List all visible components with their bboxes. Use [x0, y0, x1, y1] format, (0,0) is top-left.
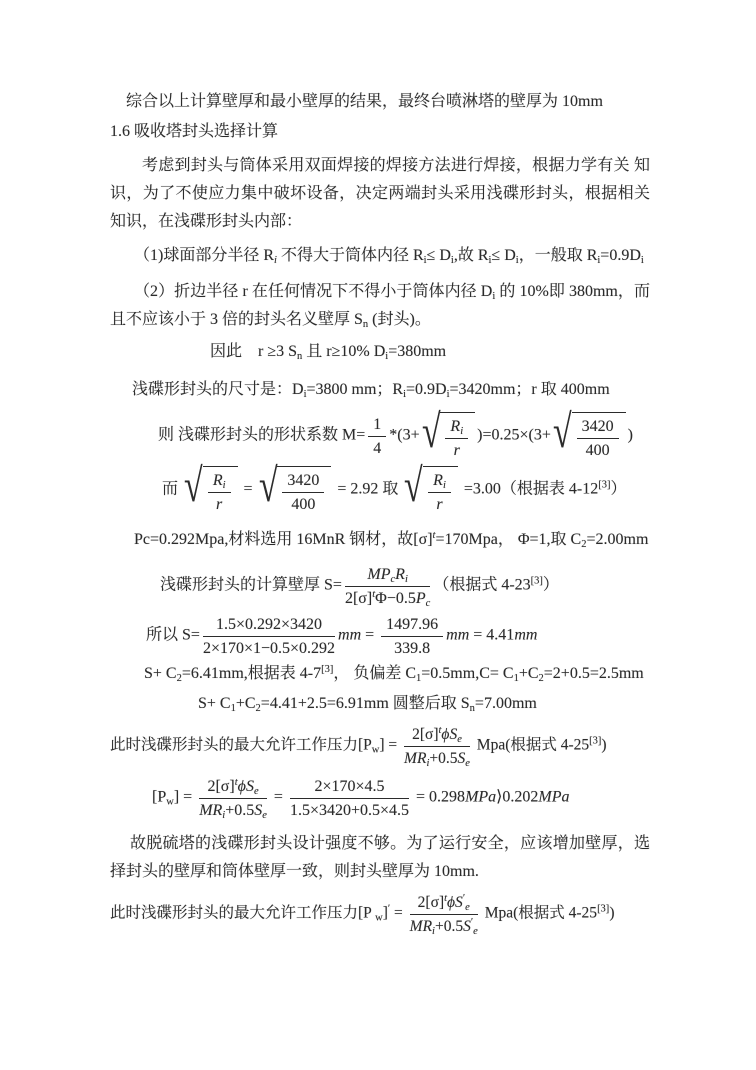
denominator — [290, 799, 409, 820]
square-root — [552, 406, 626, 460]
fraction — [345, 564, 430, 608]
text-run: 故脱硫塔的浅碟形封头设计强度不够。为了运行安全，应该增加壁厚，选择封头的壁厚和筒体壁厚一致，则封头壁厚为 10mm. — [110, 835, 650, 880]
text-run: 1.5×0.292×3420 — [215, 616, 322, 633]
text-run: +C — [235, 695, 256, 712]
denominator — [404, 747, 470, 768]
text-run: 且 r≥10% D — [302, 343, 386, 360]
radical-sign: √ — [184, 460, 203, 512]
text-run: )=0.25×(3+ — [477, 426, 551, 444]
subscript: 1 — [230, 703, 236, 714]
denominator — [445, 439, 468, 460]
line-rounded-thickness — [110, 690, 650, 718]
superscript: ′ — [470, 917, 474, 928]
heading-section-1-6 — [110, 118, 650, 146]
text-run: R — [395, 566, 405, 583]
subscript: e — [465, 902, 470, 913]
text-run: MPa — [465, 788, 497, 806]
text-run: MP — [367, 566, 391, 583]
subscript: n — [297, 351, 303, 362]
fraction — [577, 416, 619, 460]
text-run: 4 — [373, 440, 382, 457]
subscript: e — [473, 926, 478, 937]
text-run: 2×170×1−0.5×0.292 — [202, 640, 336, 657]
formula-max-pressure-new — [110, 892, 650, 936]
text-run: =380mm — [388, 343, 447, 360]
subscript: i — [426, 758, 430, 769]
superscript: [3] — [321, 664, 334, 675]
subscript: i — [640, 255, 644, 266]
text-run: （根据式 4-23 — [433, 576, 531, 594]
text-run: S — [254, 802, 263, 819]
radicand — [423, 466, 458, 514]
text-run: 此时浅碟形封头的最大允许工作压力[P — [110, 736, 372, 754]
superscript: [3] — [597, 903, 610, 915]
text-run: +C — [518, 665, 539, 682]
text-run: =0.9D — [406, 381, 447, 398]
numerator — [577, 416, 619, 439]
text-run: 而 — [162, 480, 183, 498]
text-run: +0.5 — [434, 918, 464, 935]
text-run: =3420mm；r 取 400mm — [449, 381, 610, 398]
square-root — [184, 460, 238, 514]
square-root — [258, 460, 332, 514]
denominator — [199, 799, 267, 820]
text-run: =6.41mm,根据表 4-7 — [181, 665, 322, 682]
text-run: 所以 S= — [146, 626, 200, 644]
subscript: w — [166, 796, 174, 808]
text-run: =0.5mm,C= C — [421, 665, 514, 682]
superscript: [3] — [598, 479, 611, 491]
text-run: [P — [152, 788, 167, 806]
para-increase-thickness — [110, 830, 650, 886]
numerator — [199, 776, 267, 799]
numerator — [345, 564, 430, 587]
subscript: i — [488, 255, 492, 266]
subscript: c — [390, 574, 396, 585]
para-shell-conclusion — [110, 88, 650, 116]
text-run: 2[σ] — [412, 726, 439, 743]
text-run: ] = — [379, 736, 402, 754]
square-root — [421, 406, 476, 460]
superscript: ′ — [462, 893, 466, 904]
text-run: = — [390, 904, 407, 922]
subscript: i — [385, 351, 389, 362]
text-run: =7.00mm — [474, 695, 537, 712]
text-run: 1.6 吸收塔封头选择计算 — [110, 123, 279, 140]
subscript: i — [303, 389, 307, 400]
formula-calc-thickness — [110, 564, 650, 608]
text-run: 2[σ] — [417, 894, 445, 911]
text-run: （1)球面部分半径 R — [134, 247, 275, 264]
subscript: i — [222, 480, 226, 491]
text-run: =4.41+2.5=6.91mm 圆整后取 S — [260, 695, 470, 712]
subscript: i — [492, 291, 496, 302]
numerator — [410, 892, 478, 915]
numerator — [282, 470, 324, 493]
text-run: Mpa(根据式 4-25 — [480, 904, 598, 922]
text-run: 339.8 — [394, 640, 431, 657]
fraction — [404, 724, 470, 768]
text-run: 则 浅碟形封头的形状系数 M= — [158, 426, 366, 444]
subscript: e — [465, 758, 470, 769]
fraction — [381, 614, 443, 658]
superscript: t — [438, 725, 442, 736]
text-run: =2.00mm — [586, 531, 649, 548]
text-run: 400 — [291, 496, 316, 513]
numerator — [404, 724, 470, 747]
text-run: = — [269, 788, 287, 806]
text-run: ϕS — [447, 894, 463, 911]
text-run: R — [212, 472, 223, 489]
subscript: e — [262, 810, 267, 821]
text-run: 1497.96 — [386, 616, 439, 633]
text-run: ϕS — [237, 778, 254, 795]
subscript: 2 — [255, 703, 261, 714]
radicand — [440, 412, 475, 460]
text-run: =2+0.5=2.5mm — [543, 665, 644, 682]
text-run: 的 10%即 380mm，而且不应该小于 3 倍的封头名义壁厚 S — [110, 283, 650, 328]
subscript: i — [403, 389, 406, 400]
text-run: 3420 — [287, 472, 320, 489]
text-run: P — [415, 590, 426, 607]
fraction — [290, 776, 409, 820]
radical-sign: √ — [404, 460, 423, 512]
text-run: MR — [409, 918, 433, 935]
text-run: 1.5×3420+0.5×4.5 — [289, 802, 410, 819]
text-run: 2×170×4.5 — [314, 778, 385, 795]
denominator — [410, 915, 478, 936]
text-run: 因此 r ≥3 S — [210, 343, 298, 360]
radicand — [572, 412, 626, 460]
numerator — [445, 416, 468, 439]
text-run: R — [450, 418, 461, 435]
line-material-params — [110, 526, 650, 554]
subscript: 2 — [176, 673, 182, 684]
text-run: 此时浅碟形封头的最大允许工作压力[P — [110, 904, 376, 922]
denominator — [345, 587, 430, 608]
subscript: w — [375, 912, 383, 924]
text-run: ] = — [173, 788, 197, 806]
text-run: *(3+ — [389, 426, 420, 444]
subscript: i — [460, 426, 464, 437]
numerator — [203, 614, 335, 637]
text-run: ） — [542, 576, 559, 594]
denominator — [208, 493, 231, 514]
subscript: i — [404, 574, 408, 585]
subscript: 2 — [581, 539, 587, 550]
numerator — [208, 470, 231, 493]
fraction — [203, 614, 335, 658]
subscript: w — [371, 744, 380, 756]
subscript: 2 — [538, 673, 544, 684]
denominator — [203, 637, 335, 658]
subscript: n — [362, 319, 369, 330]
text-run: MR — [404, 750, 427, 767]
item-1-sphere-radius — [110, 242, 650, 270]
text-run: = 2.92 取 — [333, 480, 403, 498]
subscript: n — [469, 703, 475, 714]
fraction — [208, 470, 231, 514]
superscript: t — [444, 893, 448, 904]
item-2-knuckle-radius — [110, 278, 650, 334]
text-run: S — [463, 918, 471, 935]
radicand — [277, 466, 331, 514]
text-run: r — [436, 496, 443, 513]
subscript: i — [423, 255, 427, 266]
subscript: i — [450, 255, 454, 266]
denominator — [368, 437, 386, 458]
subscript: i — [222, 810, 226, 821]
text-run: = — [239, 480, 257, 498]
text-run: 3420 — [581, 418, 614, 435]
numerator — [368, 414, 386, 437]
fraction — [410, 892, 478, 936]
subscript: e — [457, 734, 462, 745]
formula-thickness-value — [110, 614, 650, 658]
text-run: S — [457, 750, 466, 767]
subscript: 1 — [416, 673, 422, 684]
text-run: ] — [382, 904, 388, 922]
subscript: i — [446, 389, 450, 400]
text-run: ， 负偏差 C — [333, 665, 417, 682]
superscript: t — [432, 530, 436, 541]
text-run: 2[σ] — [207, 778, 235, 795]
line-therefore-r — [110, 338, 650, 366]
denominator — [381, 637, 443, 658]
denominator — [428, 493, 451, 514]
text-run: 1 — [373, 416, 382, 433]
text-run: = 4.41 — [469, 626, 515, 644]
text-run: ϕS — [441, 726, 458, 743]
text-run: =3800 mm；R — [306, 381, 404, 398]
text-run: = 0.298 — [412, 788, 466, 806]
subscript: i — [432, 926, 435, 937]
text-run: ) — [609, 904, 615, 922]
text-run: 400 — [585, 442, 610, 459]
text-run: 2[σ] — [344, 590, 373, 607]
subscript: e — [253, 786, 259, 797]
text-run: ≤ D — [491, 247, 516, 264]
text-run: ⟩0.202 — [496, 788, 539, 806]
text-run: ，一般取 R — [518, 247, 598, 264]
subscript: i — [442, 480, 446, 491]
text-run: +0.5 — [429, 750, 458, 767]
numerator — [290, 776, 409, 799]
text-run: r — [453, 442, 460, 459]
text-run: （2）折边半径 r 在任何情况下不得小于筒体内径 D — [134, 283, 493, 300]
radicand — [203, 466, 238, 514]
text-run: MR — [199, 802, 223, 819]
radical-sign: √ — [552, 406, 572, 458]
text-run: ) — [601, 736, 607, 754]
denominator — [282, 493, 324, 514]
text-run: ,故 R — [453, 247, 489, 264]
subscript: i — [515, 255, 519, 266]
formula-max-pressure-def — [110, 724, 650, 768]
text-run: mm — [514, 626, 538, 644]
denominator — [577, 439, 619, 460]
text-run: S+ C — [144, 665, 177, 682]
text-run: =3.00（根据表 4-12 — [459, 480, 599, 498]
radical-sign: √ — [421, 406, 441, 458]
text-run: (封头)。 — [368, 311, 431, 328]
fraction — [445, 416, 468, 460]
text-run: Φ−0.5 — [375, 590, 416, 607]
subscript: 1 — [513, 673, 519, 684]
para-weld-consideration — [110, 152, 650, 236]
text-run: Pc=0.292Mpa,材料选用 16MnR 钢材，故[σ] — [134, 531, 433, 548]
square-root — [404, 460, 458, 514]
superscript: ′ — [387, 903, 391, 915]
text-run: 考虑到封头与筒体采用双面焊接的焊接方法进行焊接，根据力学有关 知识，为了不使应力集中破坏设备，决定两端封头采用浅碟形封头，根据相关知识，在浅碟形封头内部： — [110, 157, 650, 230]
text-run: ≤ D — [426, 247, 451, 264]
text-run: =170Mpa， Φ=1,取 C — [435, 531, 582, 548]
superscript: t — [372, 589, 376, 600]
fraction — [199, 776, 267, 820]
text-run: R — [433, 472, 443, 489]
text-run: =0.9D — [600, 247, 641, 264]
text-run: Mpa(根据式 4-25 — [472, 736, 590, 754]
formula-max-pressure-value — [110, 776, 650, 820]
text-run: ） — [610, 480, 627, 498]
fraction — [428, 470, 451, 514]
text-run: 浅碟形封头的计算壁厚 S= — [160, 576, 342, 594]
line-head-dimensions — [110, 376, 650, 404]
subscript: i — [274, 255, 277, 266]
formula-shape-factor-M — [110, 406, 650, 460]
text-run: mm — [338, 626, 362, 644]
superscript: [3] — [530, 575, 543, 587]
text-run: = — [361, 626, 379, 644]
line-allowance-C — [110, 660, 650, 688]
radical-sign: √ — [258, 460, 278, 512]
text-run: r — [216, 496, 223, 513]
subscript: c — [425, 598, 431, 609]
numerator — [428, 470, 451, 493]
superscript: t — [234, 777, 238, 788]
fraction — [282, 470, 324, 514]
text-run: 不得大于筒体内径 R — [276, 247, 424, 264]
text-run: 综合以上计算壁厚和最小壁厚的结果，最终台喷淋塔的壁厚为 10mm — [126, 93, 603, 110]
text-run: ) — [627, 426, 633, 444]
numerator — [381, 614, 443, 637]
subscript: i — [597, 255, 601, 266]
text-run: S+ C — [198, 695, 231, 712]
text-run: +0.5 — [225, 802, 255, 819]
formula-sqrt-ratio — [110, 460, 650, 514]
superscript: [3] — [589, 735, 602, 747]
text-run: 浅碟形封头的尺寸是：D — [132, 381, 304, 398]
fraction — [368, 414, 386, 458]
text-run: MPa — [538, 788, 570, 806]
text-run: mm — [446, 626, 470, 644]
